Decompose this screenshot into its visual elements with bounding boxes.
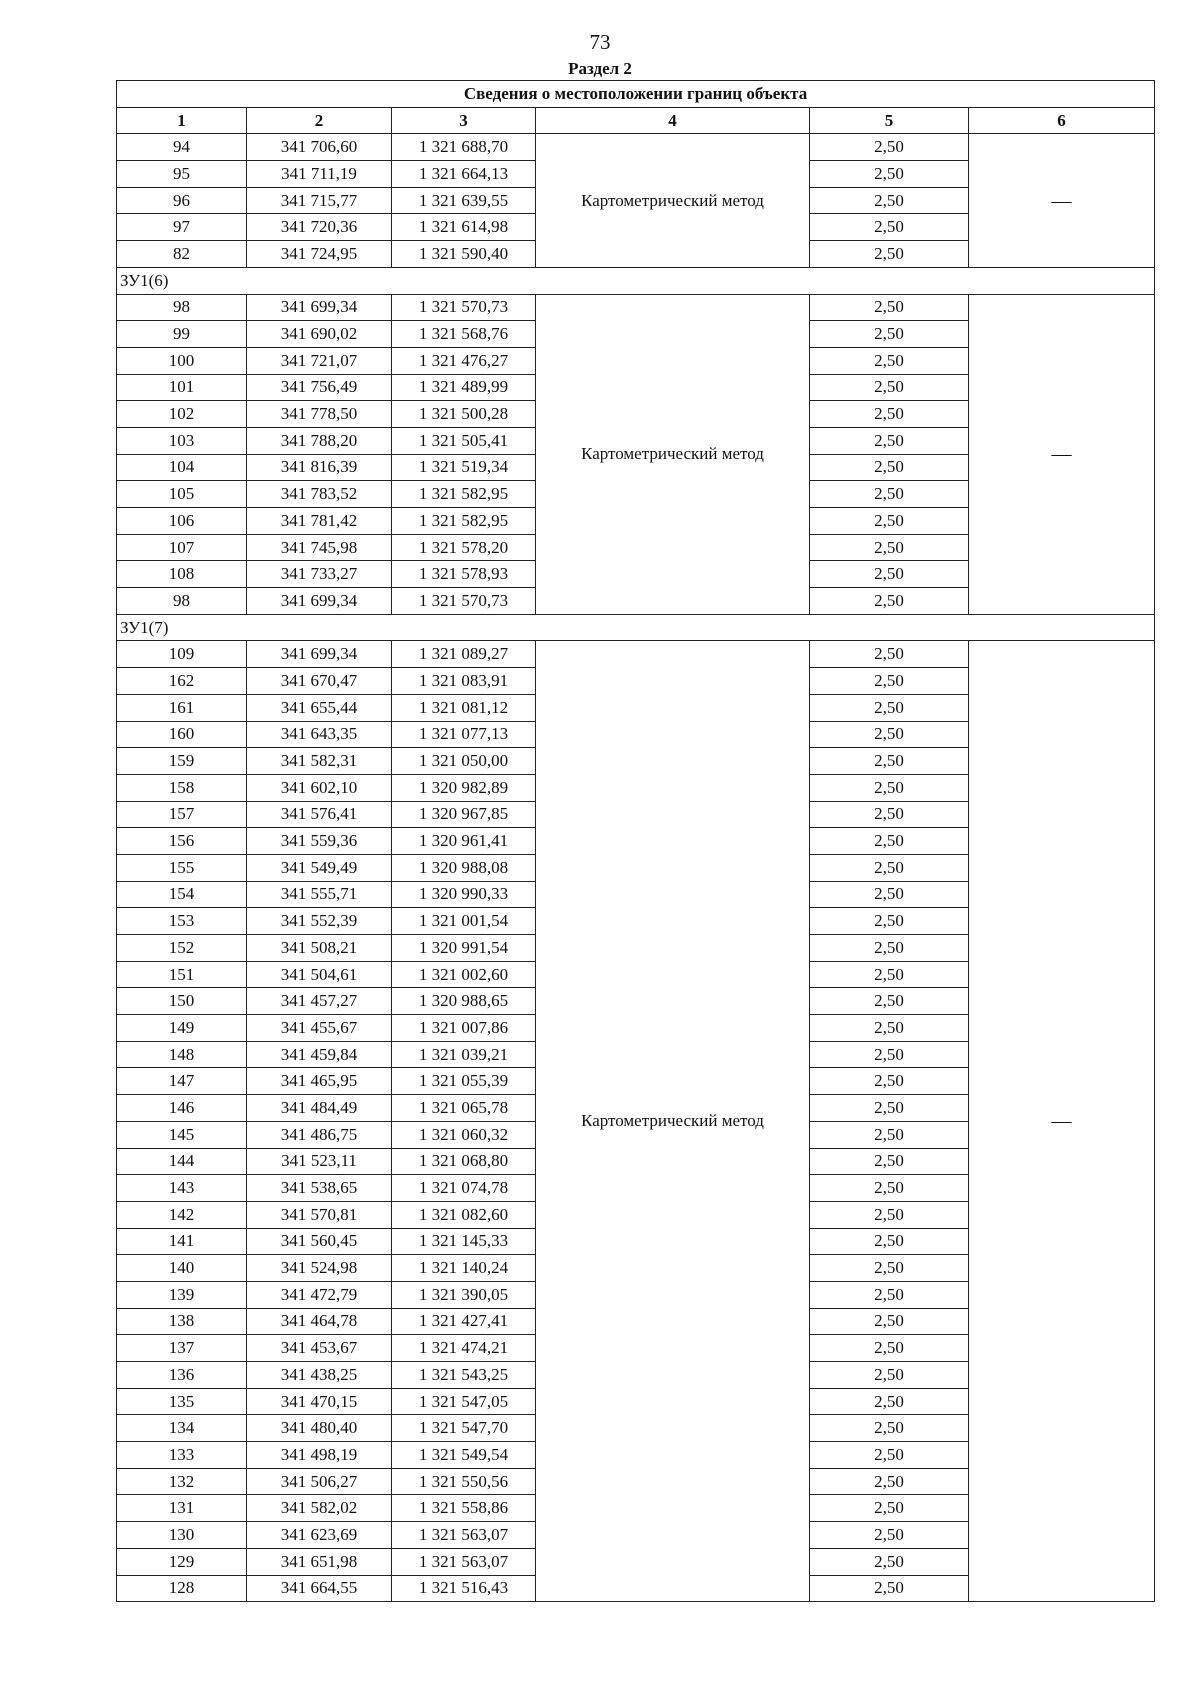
method-cell: Картометрический метод bbox=[536, 134, 810, 267]
y-coordinate-cell: 1 321 039,21 bbox=[392, 1041, 536, 1068]
accuracy-cell: 2,50 bbox=[810, 1308, 969, 1335]
accuracy-cell: 2,50 bbox=[810, 1442, 969, 1469]
point-number-cell: 102 bbox=[117, 401, 247, 428]
point-number-cell: 155 bbox=[117, 854, 247, 881]
y-coordinate-cell: 1 321 563,07 bbox=[392, 1548, 536, 1575]
y-coordinate-cell: 1 320 988,65 bbox=[392, 988, 536, 1015]
accuracy-cell: 2,50 bbox=[810, 774, 969, 801]
x-coordinate-cell: 341 552,39 bbox=[247, 908, 392, 935]
column-header-3: 3 bbox=[392, 107, 536, 134]
x-coordinate-cell: 341 457,27 bbox=[247, 988, 392, 1015]
point-number-cell: 109 bbox=[117, 641, 247, 668]
x-coordinate-cell: 341 508,21 bbox=[247, 935, 392, 962]
x-coordinate-cell: 341 623,69 bbox=[247, 1522, 392, 1549]
y-coordinate-cell: 1 321 489,99 bbox=[392, 374, 536, 401]
x-coordinate-cell: 341 582,02 bbox=[247, 1495, 392, 1522]
accuracy-cell: 2,50 bbox=[810, 534, 969, 561]
y-coordinate-cell: 1 321 390,05 bbox=[392, 1281, 536, 1308]
accuracy-cell: 2,50 bbox=[810, 935, 969, 962]
point-number-cell: 153 bbox=[117, 908, 247, 935]
y-coordinate-cell: 1 321 081,12 bbox=[392, 694, 536, 721]
accuracy-cell: 2,50 bbox=[810, 1175, 969, 1202]
point-number-cell: 96 bbox=[117, 187, 247, 214]
accuracy-cell: 2,50 bbox=[810, 374, 969, 401]
accuracy-cell: 2,50 bbox=[810, 1148, 969, 1175]
y-coordinate-cell: 1 321 516,43 bbox=[392, 1575, 536, 1602]
accuracy-cell: 2,50 bbox=[810, 961, 969, 988]
point-number-cell: 104 bbox=[117, 454, 247, 481]
accuracy-cell: 2,50 bbox=[810, 988, 969, 1015]
x-coordinate-cell: 341 655,44 bbox=[247, 694, 392, 721]
accuracy-cell: 2,50 bbox=[810, 748, 969, 775]
point-number-cell: 98 bbox=[117, 588, 247, 615]
point-number-cell: 139 bbox=[117, 1281, 247, 1308]
table-row bbox=[117, 134, 1155, 161]
table-body bbox=[117, 134, 1155, 1602]
accuracy-cell: 2,50 bbox=[810, 161, 969, 188]
accuracy-cell: 2,50 bbox=[810, 187, 969, 214]
x-coordinate-cell: 341 670,47 bbox=[247, 668, 392, 695]
accuracy-cell: 2,50 bbox=[810, 401, 969, 428]
y-coordinate-cell: 1 321 519,34 bbox=[392, 454, 536, 481]
y-coordinate-cell: 1 321 145,33 bbox=[392, 1228, 536, 1255]
point-number-cell: 106 bbox=[117, 508, 247, 535]
x-coordinate-cell: 341 560,45 bbox=[247, 1228, 392, 1255]
accuracy-cell: 2,50 bbox=[810, 881, 969, 908]
y-coordinate-cell: 1 321 639,55 bbox=[392, 187, 536, 214]
x-coordinate-cell: 341 555,71 bbox=[247, 881, 392, 908]
column-header-row bbox=[117, 107, 1155, 134]
point-number-cell: 147 bbox=[117, 1068, 247, 1095]
point-number-cell: 160 bbox=[117, 721, 247, 748]
point-number-cell: 82 bbox=[117, 241, 247, 268]
x-coordinate-cell: 341 438,25 bbox=[247, 1362, 392, 1389]
accuracy-cell: 2,50 bbox=[810, 854, 969, 881]
y-coordinate-cell: 1 321 547,70 bbox=[392, 1415, 536, 1442]
y-coordinate-cell: 1 320 967,85 bbox=[392, 801, 536, 828]
point-number-cell: 143 bbox=[117, 1175, 247, 1202]
x-coordinate-cell: 341 472,79 bbox=[247, 1281, 392, 1308]
y-coordinate-cell: 1 320 982,89 bbox=[392, 774, 536, 801]
y-coordinate-cell: 1 321 578,93 bbox=[392, 561, 536, 588]
x-coordinate-cell: 341 788,20 bbox=[247, 427, 392, 454]
accuracy-cell: 2,50 bbox=[810, 1255, 969, 1282]
point-number-cell: 140 bbox=[117, 1255, 247, 1282]
accuracy-cell: 2,50 bbox=[810, 561, 969, 588]
accuracy-cell: 2,50 bbox=[810, 1281, 969, 1308]
x-coordinate-cell: 341 470,15 bbox=[247, 1388, 392, 1415]
x-coordinate-cell: 341 506,27 bbox=[247, 1468, 392, 1495]
point-number-cell: 158 bbox=[117, 774, 247, 801]
y-coordinate-cell: 1 321 082,60 bbox=[392, 1201, 536, 1228]
section-title: Раздел 2 bbox=[568, 59, 632, 78]
x-coordinate-cell: 341 706,60 bbox=[247, 134, 392, 161]
point-number-cell: 101 bbox=[117, 374, 247, 401]
table-row bbox=[117, 641, 1155, 668]
x-coordinate-cell: 341 465,95 bbox=[247, 1068, 392, 1095]
x-coordinate-cell: 341 538,65 bbox=[247, 1175, 392, 1202]
point-number-cell: 144 bbox=[117, 1148, 247, 1175]
description-cell: — bbox=[969, 294, 1155, 614]
point-number-cell: 129 bbox=[117, 1548, 247, 1575]
y-coordinate-cell: 1 321 543,25 bbox=[392, 1362, 536, 1389]
y-coordinate-cell: 1 321 089,27 bbox=[392, 641, 536, 668]
x-coordinate-cell: 341 664,55 bbox=[247, 1575, 392, 1602]
accuracy-cell: 2,50 bbox=[810, 1121, 969, 1148]
group-label: ЗУ1(6) bbox=[117, 267, 1155, 294]
accuracy-cell: 2,50 bbox=[810, 241, 969, 268]
point-number-cell: 128 bbox=[117, 1575, 247, 1602]
accuracy-cell: 2,50 bbox=[810, 1041, 969, 1068]
accuracy-cell: 2,50 bbox=[810, 427, 969, 454]
y-coordinate-cell: 1 321 549,54 bbox=[392, 1442, 536, 1469]
point-number-cell: 108 bbox=[117, 561, 247, 588]
point-number-cell: 151 bbox=[117, 961, 247, 988]
point-number-cell: 134 bbox=[117, 1415, 247, 1442]
accuracy-cell: 2,50 bbox=[810, 1575, 969, 1602]
y-coordinate-cell: 1 321 083,91 bbox=[392, 668, 536, 695]
accuracy-cell: 2,50 bbox=[810, 321, 969, 348]
point-number-cell: 130 bbox=[117, 1522, 247, 1549]
group-label-row bbox=[117, 614, 1155, 641]
accuracy-cell: 2,50 bbox=[810, 1362, 969, 1389]
y-coordinate-cell: 1 321 547,05 bbox=[392, 1388, 536, 1415]
description-cell: — bbox=[969, 641, 1155, 1602]
accuracy-cell: 2,50 bbox=[810, 1388, 969, 1415]
column-header-4: 4 bbox=[536, 107, 810, 134]
y-coordinate-cell: 1 321 077,13 bbox=[392, 721, 536, 748]
x-coordinate-cell: 341 721,07 bbox=[247, 347, 392, 374]
y-coordinate-cell: 1 321 427,41 bbox=[392, 1308, 536, 1335]
accuracy-cell: 2,50 bbox=[810, 1495, 969, 1522]
point-number-cell: 154 bbox=[117, 881, 247, 908]
y-coordinate-cell: 1 321 065,78 bbox=[392, 1095, 536, 1122]
y-coordinate-cell: 1 321 578,20 bbox=[392, 534, 536, 561]
group-label: ЗУ1(7) bbox=[117, 614, 1155, 641]
x-coordinate-cell: 341 486,75 bbox=[247, 1121, 392, 1148]
y-coordinate-cell: 1 321 614,98 bbox=[392, 214, 536, 241]
x-coordinate-cell: 341 711,19 bbox=[247, 161, 392, 188]
x-coordinate-cell: 341 498,19 bbox=[247, 1442, 392, 1469]
accuracy-cell: 2,50 bbox=[810, 1068, 969, 1095]
y-coordinate-cell: 1 321 550,56 bbox=[392, 1468, 536, 1495]
point-number-cell: 98 bbox=[117, 294, 247, 321]
y-coordinate-cell: 1 321 001,54 bbox=[392, 908, 536, 935]
column-header-2: 2 bbox=[247, 107, 392, 134]
x-coordinate-cell: 341 733,27 bbox=[247, 561, 392, 588]
point-number-cell: 138 bbox=[117, 1308, 247, 1335]
accuracy-cell: 2,50 bbox=[810, 828, 969, 855]
y-coordinate-cell: 1 321 068,80 bbox=[392, 1148, 536, 1175]
point-number-cell: 132 bbox=[117, 1468, 247, 1495]
x-coordinate-cell: 341 455,67 bbox=[247, 1015, 392, 1042]
point-number-cell: 159 bbox=[117, 748, 247, 775]
x-coordinate-cell: 341 484,49 bbox=[247, 1095, 392, 1122]
y-coordinate-cell: 1 321 050,00 bbox=[392, 748, 536, 775]
table-caption-row bbox=[117, 81, 1155, 108]
x-coordinate-cell: 341 699,34 bbox=[247, 294, 392, 321]
x-coordinate-cell: 341 582,31 bbox=[247, 748, 392, 775]
accuracy-cell: 2,50 bbox=[810, 908, 969, 935]
point-number-cell: 95 bbox=[117, 161, 247, 188]
y-coordinate-cell: 1 321 007,86 bbox=[392, 1015, 536, 1042]
x-coordinate-cell: 341 715,77 bbox=[247, 187, 392, 214]
accuracy-cell: 2,50 bbox=[810, 668, 969, 695]
accuracy-cell: 2,50 bbox=[810, 1548, 969, 1575]
point-number-cell: 137 bbox=[117, 1335, 247, 1362]
method-cell: Картометрический метод bbox=[536, 641, 810, 1602]
point-number-cell: 97 bbox=[117, 214, 247, 241]
y-coordinate-cell: 1 320 988,08 bbox=[392, 854, 536, 881]
y-coordinate-cell: 1 321 568,76 bbox=[392, 321, 536, 348]
x-coordinate-cell: 341 576,41 bbox=[247, 801, 392, 828]
accuracy-cell: 2,50 bbox=[810, 134, 969, 161]
accuracy-cell: 2,50 bbox=[810, 1228, 969, 1255]
x-coordinate-cell: 341 783,52 bbox=[247, 481, 392, 508]
y-coordinate-cell: 1 321 664,13 bbox=[392, 161, 536, 188]
point-number-cell: 146 bbox=[117, 1095, 247, 1122]
method-cell: Картометрический метод bbox=[536, 294, 810, 614]
y-coordinate-cell: 1 321 582,95 bbox=[392, 508, 536, 535]
x-coordinate-cell: 341 643,35 bbox=[247, 721, 392, 748]
point-number-cell: 148 bbox=[117, 1041, 247, 1068]
point-number-cell: 103 bbox=[117, 427, 247, 454]
x-coordinate-cell: 341 781,42 bbox=[247, 508, 392, 535]
description-cell: — bbox=[969, 134, 1155, 267]
y-coordinate-cell: 1 321 002,60 bbox=[392, 961, 536, 988]
point-number-cell: 105 bbox=[117, 481, 247, 508]
x-coordinate-cell: 341 524,98 bbox=[247, 1255, 392, 1282]
x-coordinate-cell: 341 464,78 bbox=[247, 1308, 392, 1335]
x-coordinate-cell: 341 651,98 bbox=[247, 1548, 392, 1575]
x-coordinate-cell: 341 523,11 bbox=[247, 1148, 392, 1175]
accuracy-cell: 2,50 bbox=[810, 294, 969, 321]
accuracy-cell: 2,50 bbox=[810, 1522, 969, 1549]
y-coordinate-cell: 1 321 558,86 bbox=[392, 1495, 536, 1522]
page-number: 73 bbox=[589, 30, 611, 54]
x-coordinate-cell: 341 559,36 bbox=[247, 828, 392, 855]
y-coordinate-cell: 1 320 990,33 bbox=[392, 881, 536, 908]
accuracy-cell: 2,50 bbox=[810, 641, 969, 668]
y-coordinate-cell: 1 321 570,73 bbox=[392, 588, 536, 615]
point-number-cell: 100 bbox=[117, 347, 247, 374]
boundary-coordinates-table bbox=[116, 80, 1155, 1602]
y-coordinate-cell: 1 321 590,40 bbox=[392, 241, 536, 268]
x-coordinate-cell: 341 549,49 bbox=[247, 854, 392, 881]
y-coordinate-cell: 1 321 474,21 bbox=[392, 1335, 536, 1362]
point-number-cell: 162 bbox=[117, 668, 247, 695]
accuracy-cell: 2,50 bbox=[810, 1335, 969, 1362]
point-number-cell: 107 bbox=[117, 534, 247, 561]
point-number-cell: 161 bbox=[117, 694, 247, 721]
y-coordinate-cell: 1 320 961,41 bbox=[392, 828, 536, 855]
x-coordinate-cell: 341 778,50 bbox=[247, 401, 392, 428]
y-coordinate-cell: 1 321 570,73 bbox=[392, 294, 536, 321]
point-number-cell: 133 bbox=[117, 1442, 247, 1469]
x-coordinate-cell: 341 570,81 bbox=[247, 1201, 392, 1228]
accuracy-cell: 2,50 bbox=[810, 214, 969, 241]
y-coordinate-cell: 1 321 688,70 bbox=[392, 134, 536, 161]
point-number-cell: 152 bbox=[117, 935, 247, 962]
y-coordinate-cell: 1 321 500,28 bbox=[392, 401, 536, 428]
column-header-1: 1 bbox=[117, 107, 247, 134]
y-coordinate-cell: 1 321 563,07 bbox=[392, 1522, 536, 1549]
group-label-row bbox=[117, 267, 1155, 294]
y-coordinate-cell: 1 321 055,39 bbox=[392, 1068, 536, 1095]
x-coordinate-cell: 341 724,95 bbox=[247, 241, 392, 268]
accuracy-cell: 2,50 bbox=[810, 721, 969, 748]
point-number-cell: 141 bbox=[117, 1228, 247, 1255]
point-number-cell: 131 bbox=[117, 1495, 247, 1522]
y-coordinate-cell: 1 321 476,27 bbox=[392, 347, 536, 374]
x-coordinate-cell: 341 699,34 bbox=[247, 588, 392, 615]
accuracy-cell: 2,50 bbox=[810, 454, 969, 481]
x-coordinate-cell: 341 690,02 bbox=[247, 321, 392, 348]
table-row bbox=[117, 294, 1155, 321]
accuracy-cell: 2,50 bbox=[810, 694, 969, 721]
x-coordinate-cell: 341 816,39 bbox=[247, 454, 392, 481]
point-number-cell: 145 bbox=[117, 1121, 247, 1148]
accuracy-cell: 2,50 bbox=[810, 1095, 969, 1122]
point-number-cell: 99 bbox=[117, 321, 247, 348]
accuracy-cell: 2,50 bbox=[810, 588, 969, 615]
x-coordinate-cell: 341 459,84 bbox=[247, 1041, 392, 1068]
x-coordinate-cell: 341 453,67 bbox=[247, 1335, 392, 1362]
point-number-cell: 136 bbox=[117, 1362, 247, 1389]
y-coordinate-cell: 1 320 991,54 bbox=[392, 935, 536, 962]
accuracy-cell: 2,50 bbox=[810, 1015, 969, 1042]
x-coordinate-cell: 341 699,34 bbox=[247, 641, 392, 668]
x-coordinate-cell: 341 602,10 bbox=[247, 774, 392, 801]
point-number-cell: 150 bbox=[117, 988, 247, 1015]
accuracy-cell: 2,50 bbox=[810, 481, 969, 508]
point-number-cell: 142 bbox=[117, 1201, 247, 1228]
x-coordinate-cell: 341 504,61 bbox=[247, 961, 392, 988]
point-number-cell: 94 bbox=[117, 134, 247, 161]
x-coordinate-cell: 341 745,98 bbox=[247, 534, 392, 561]
accuracy-cell: 2,50 bbox=[810, 1415, 969, 1442]
column-header-6: 6 bbox=[969, 107, 1155, 134]
table-caption: Сведения о местоположении границ объекта bbox=[117, 81, 1155, 108]
column-header-5: 5 bbox=[810, 107, 969, 134]
x-coordinate-cell: 341 480,40 bbox=[247, 1415, 392, 1442]
y-coordinate-cell: 1 321 582,95 bbox=[392, 481, 536, 508]
accuracy-cell: 2,50 bbox=[810, 1468, 969, 1495]
x-coordinate-cell: 341 720,36 bbox=[247, 214, 392, 241]
y-coordinate-cell: 1 321 074,78 bbox=[392, 1175, 536, 1202]
point-number-cell: 156 bbox=[117, 828, 247, 855]
accuracy-cell: 2,50 bbox=[810, 1201, 969, 1228]
y-coordinate-cell: 1 321 060,32 bbox=[392, 1121, 536, 1148]
point-number-cell: 149 bbox=[117, 1015, 247, 1042]
y-coordinate-cell: 1 321 505,41 bbox=[392, 427, 536, 454]
accuracy-cell: 2,50 bbox=[810, 801, 969, 828]
y-coordinate-cell: 1 321 140,24 bbox=[392, 1255, 536, 1282]
point-number-cell: 135 bbox=[117, 1388, 247, 1415]
x-coordinate-cell: 341 756,49 bbox=[247, 374, 392, 401]
accuracy-cell: 2,50 bbox=[810, 347, 969, 374]
accuracy-cell: 2,50 bbox=[810, 508, 969, 535]
point-number-cell: 157 bbox=[117, 801, 247, 828]
